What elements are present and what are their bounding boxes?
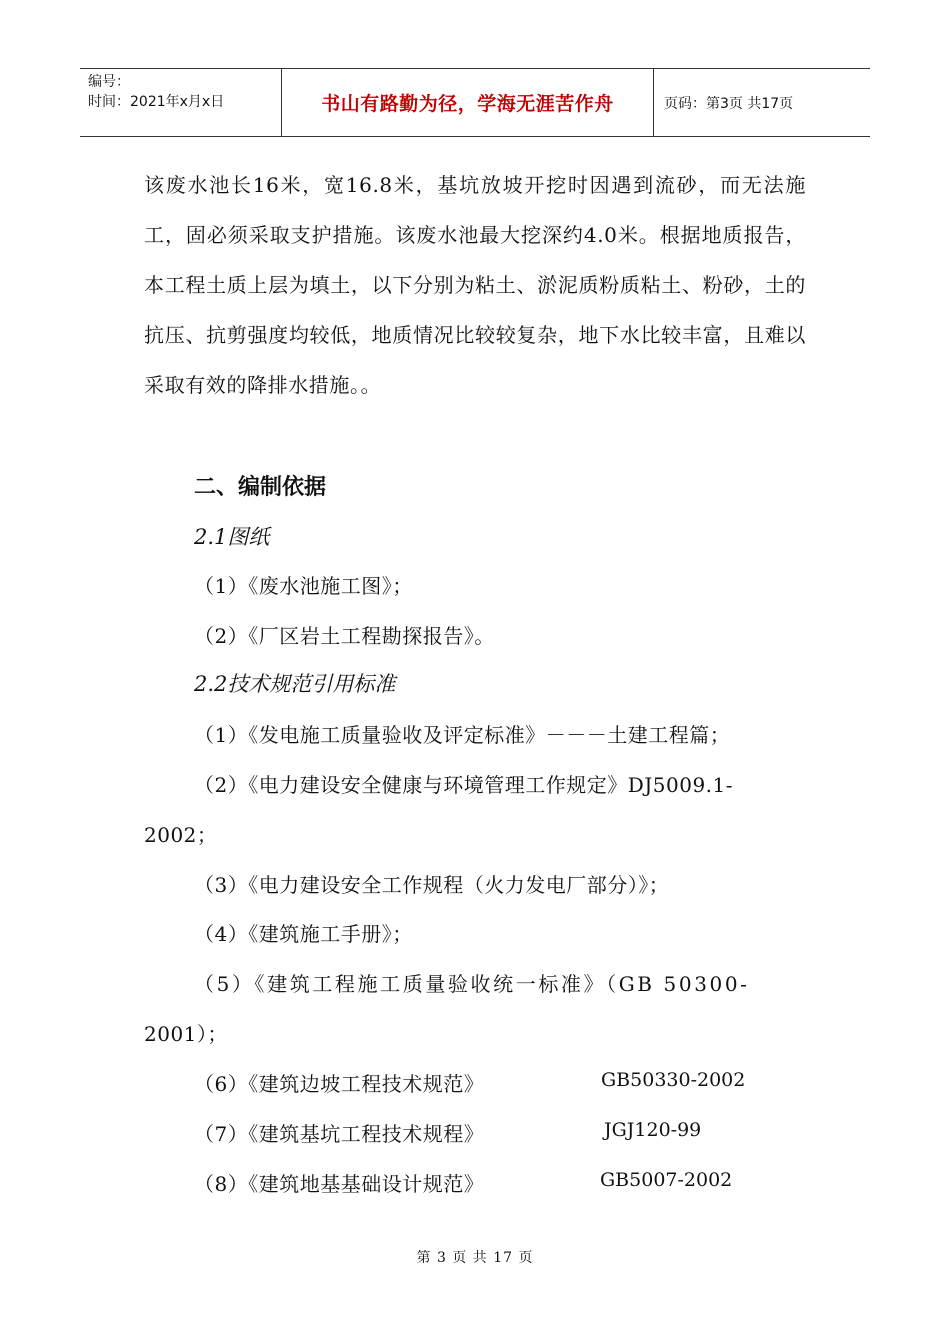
page-footer: 第 3 页 共 17 页 bbox=[416, 1250, 534, 1266]
standard-code: GB5007-2002 bbox=[600, 1169, 733, 1191]
intro-paragraph: 该废水池长16米，宽16.8米，基坑放坡开挖时因遇到流砂，而无法施工，固必须采取支护措施。该废水池最大挖深约4.0米。根据地质报告，本工程土质上层为填土，以下分别为粘土、淤泥质粉质粘土、粉砂，土的抗压、抗剪强度均较低，地质情况比较较复杂，地下水比较丰富，且难以采取有效的降排水措施。。 bbox=[144, 173, 806, 397]
list-item: （5）《建筑工程施工质量验收统一标准》（GB 50300- bbox=[194, 972, 750, 996]
number-label: 编号： bbox=[88, 74, 130, 90]
header-page-label: 页码：第3页 共17页 bbox=[664, 95, 794, 112]
list-item: （2）《电力建设安全健康与环境管理工作规定》DJ5009.1- bbox=[194, 773, 734, 797]
list-item: （1）《废水池施工图》； bbox=[194, 574, 413, 598]
page-header bbox=[80, 68, 870, 137]
header-info-cell bbox=[80, 69, 282, 136]
standard-code: GB50330-2002 bbox=[601, 1069, 746, 1091]
list-item: （2）《厂区岩土工程勘探报告》。 bbox=[194, 624, 495, 648]
list-item-continuation: 2001）； bbox=[144, 1022, 228, 1046]
subsection-title-drawings: 2.1图纸 bbox=[194, 525, 270, 549]
subsection-title-standards: 2.2技术规范引用标准 bbox=[194, 672, 396, 696]
list-item: （4）《建筑施工手册》； bbox=[194, 922, 413, 946]
list-item: （8）《建筑地基基础设计规范》 bbox=[194, 1172, 485, 1196]
standard-code: JGJ120-99 bbox=[604, 1119, 702, 1141]
list-item-continuation: 2002； bbox=[144, 823, 218, 847]
section-title: 二、编制依据 bbox=[194, 475, 327, 500]
header-motto: 书山有路勤为径，学海无涯苦作舟 bbox=[282, 69, 654, 136]
list-item: （7）《建筑基坑工程技术规程》 bbox=[194, 1122, 485, 1146]
list-item: （1）《发电施工质量验收及评定标准》－－－土建工程篇； bbox=[194, 723, 731, 747]
list-item: （3）《电力建设安全工作规程（火力发电厂部分）》； bbox=[194, 873, 670, 897]
list-item: （6）《建筑边坡工程技术规范》 bbox=[194, 1072, 485, 1096]
time-label: 时间：2021年x月x日 bbox=[88, 94, 225, 110]
